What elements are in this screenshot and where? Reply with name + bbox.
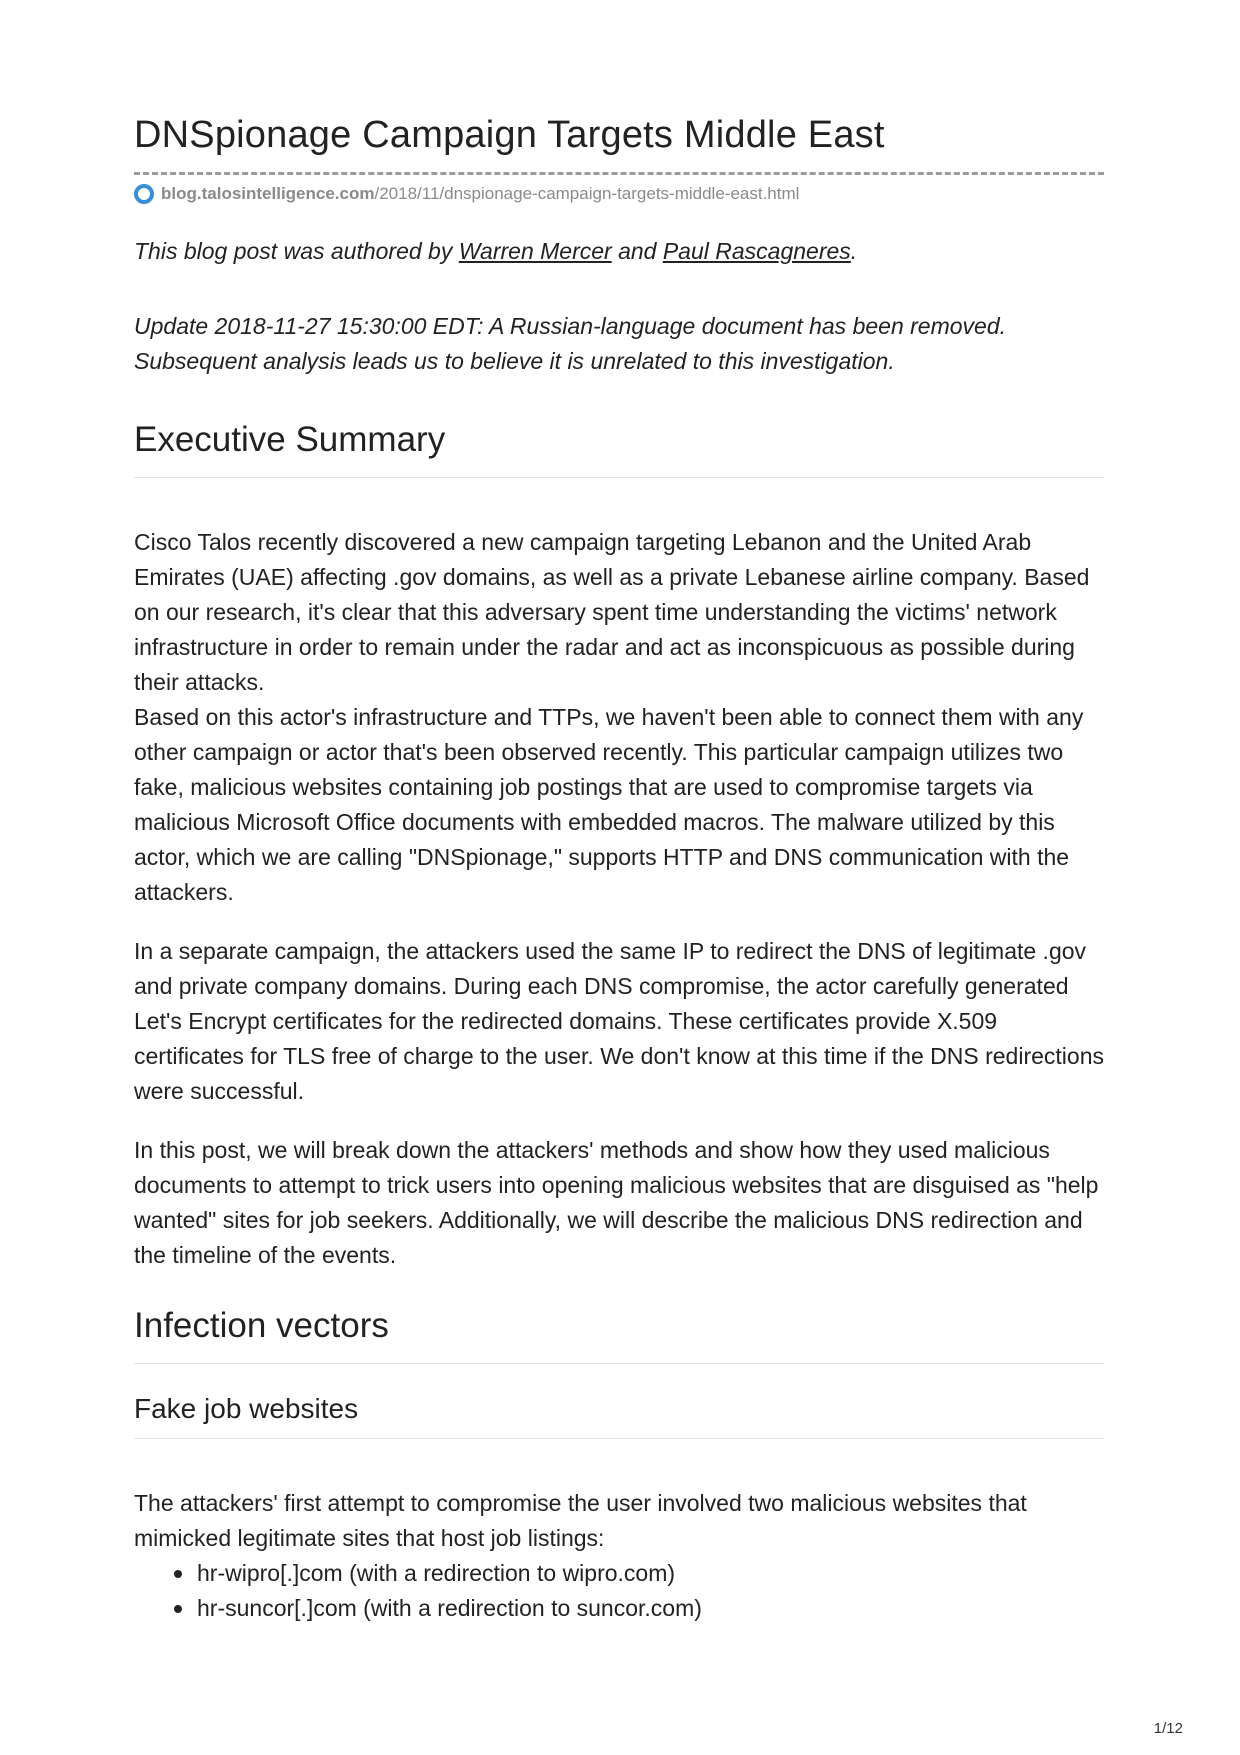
author-link-paul-rascagneres[interactable]: Paul Rascagneres (662, 238, 851, 264)
heading-fake-job-websites: Fake job websites (134, 1393, 359, 1424)
byline-prefix: This blog post was authored by (134, 238, 459, 264)
byline-suffix: . (850, 238, 858, 264)
author-link-warren-mercer[interactable]: Warren Mercer (458, 238, 612, 264)
heading-infection-vectors: Infection vectors (134, 1306, 389, 1345)
title-divider (134, 172, 1104, 175)
summary-paragraph-1: Cisco Talos recently discovered a new campaign targeting Lebanon and the United Arab Emirates (UAE) affecting .gov domains, as well as a private Lebanese airline company. Based on our research, it's clear that this adversary spent time understanding the victims' network infrastructure in order to remain under the radar and act as inconspicuous as possible during their attacks. (134, 529, 1090, 695)
summary-paragraph-2: Based on this actor's infrastructure and TTPs, we haven't been able to connect them with any other campaign or actor that's been observed recently. This particular campaign utilizes two fake, malicious websites containing job postings that are used to compromise targets via malicious Microsoft Office documents with embedded macros. The malware utilized by this actor, which we are calling "DNSpionage," supports HTTP and DNS communication with the attackers. (134, 704, 1084, 905)
byline (134, 234, 1104, 269)
source-url[interactable] (134, 184, 799, 204)
source-domain: blog.talosintelligence.com (161, 184, 375, 203)
malicious-sites-list (134, 1556, 702, 1626)
update-note: Update 2018-11-27 15:30:00 EDT: A Russian-language document has been removed. Subsequent analysis leads us to believe it is unrelated to this investigation. (134, 313, 1007, 374)
list-item: hr-wipro[.]com (with a redirection to wipro.com) (134, 1556, 702, 1591)
site-favicon-icon (134, 184, 154, 204)
infection-paragraph-1: The attackers' first attempt to compromise the user involved two malicious websites that mimicked legitimate sites that host job listings: (134, 1490, 1027, 1551)
summary-paragraph-4: In this post, we will break down the attackers' methods and show how they used malicious documents to attempt to trick users into opening malicious websites that are disguised as "help wanted" sites for job seekers. Additionally, we will describe the malicious DNS redirection and the timeline of the events. (134, 1137, 1099, 1268)
byline-conjunction: and (611, 238, 663, 264)
heading-underline (134, 1363, 1104, 1364)
heading-underline (134, 477, 1104, 478)
list-item: hr-suncor[.]com (with a redirection to suncor.com) (134, 1591, 702, 1626)
source-path: /2018/11/dnspionage-campaign-targets-middle-east.html (374, 184, 800, 203)
article-title: DNSpionage Campaign Targets Middle East (134, 114, 885, 156)
heading-executive-summary: Executive Summary (134, 420, 446, 459)
summary-paragraph-3: In a separate campaign, the attackers used the same IP to redirect the DNS of legitimate .gov and private company domains. During each DNS compromise, the actor carefully generated Let's Encrypt certificates for the redirected domains. These certificates provide X.509 certificates for TLS free of charge to the user. We don't know at this time if the DNS redirections were successful. (134, 938, 1104, 1104)
page-number: 1/12 (1153, 1720, 1183, 1737)
subheading-underline (134, 1438, 1104, 1439)
